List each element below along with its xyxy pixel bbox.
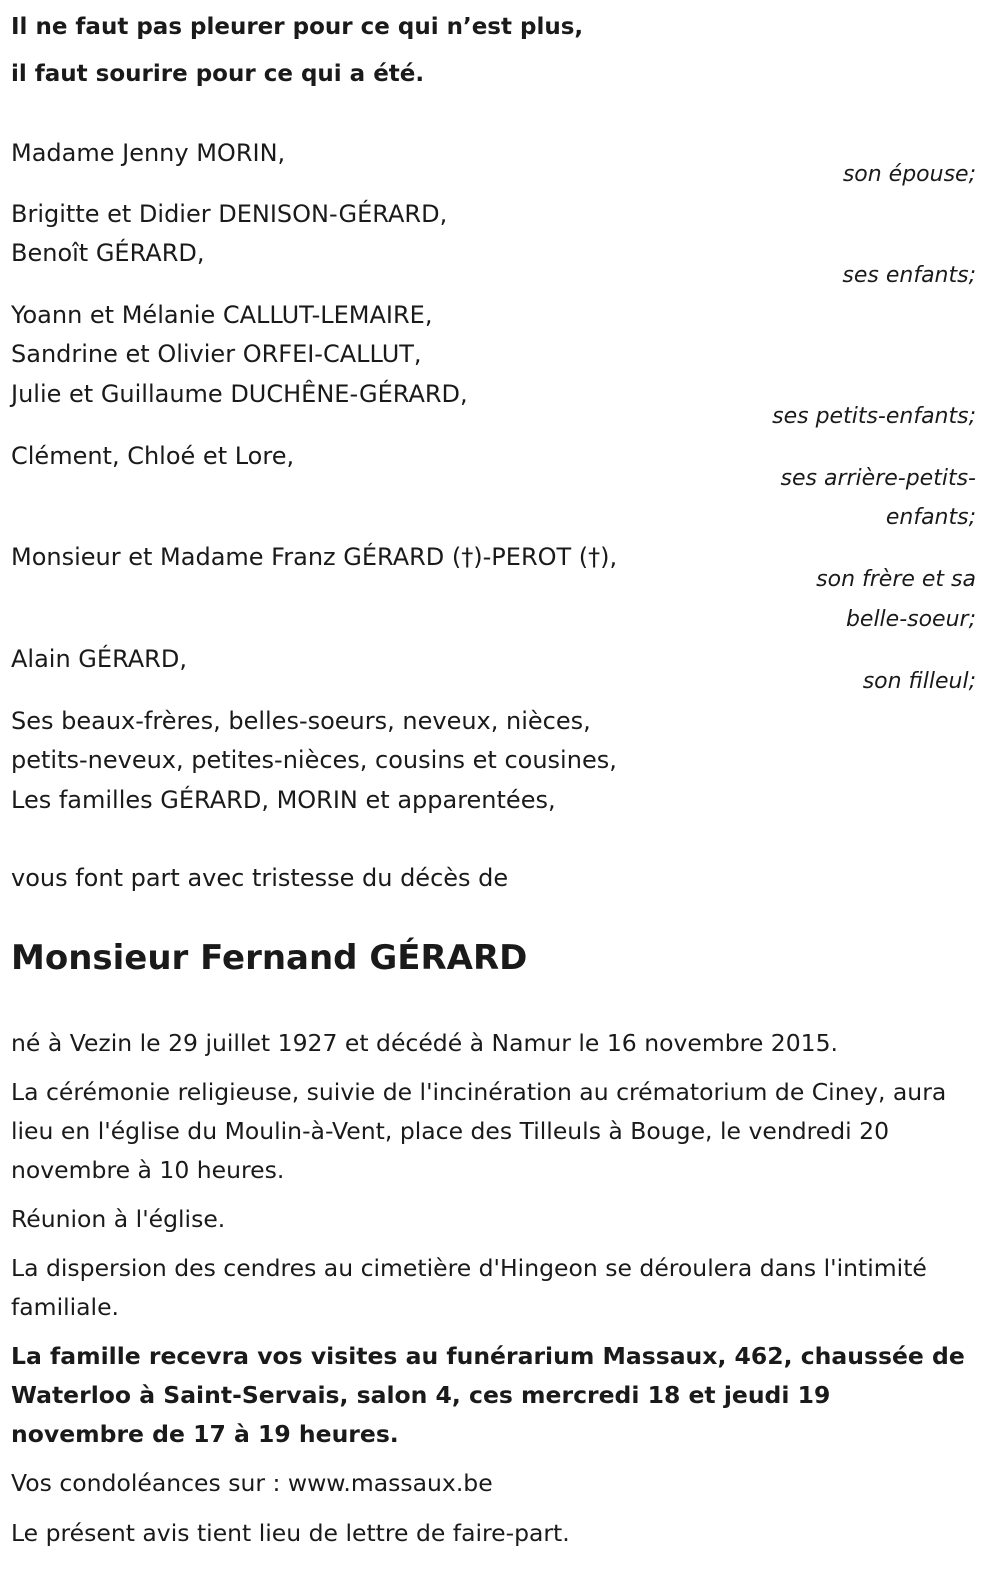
announcement: vous font part avec tristesse du décès de — [11, 864, 509, 892]
quote-line-2: il faut sourire pour ce qui a été. — [11, 61, 425, 87]
visits: La famille recevra vos visites au funérarium Massaux, 462, chaussée de Waterloo à Saint-Servais, salon 4, ces mercredi 18 et jeudi 19 novembre de 17 à 19 heures. — [11, 1342, 965, 1448]
others-line-1: Ses beaux-frères, belles-soeurs, neveux, nièces, — [11, 707, 591, 735]
sibling-role-line-2: belle-soeur; — [845, 607, 976, 632]
dispersion: La dispersion des cendres au cimetière d'Hingeon se déroulera dans l'intimité familiale. — [11, 1254, 927, 1321]
notice: Le présent avis tient lieu de lettre de faire-part. — [11, 1519, 570, 1547]
condolences: Vos condoléances sur : www.massaux.be — [11, 1469, 493, 1497]
children-role: ses enfants; — [842, 263, 976, 288]
grandchild-3: Julie et Guillaume DUCHÊNE-GÉRARD, — [11, 380, 468, 408]
deceased-name: Monsieur Fernand GÉRARD — [11, 938, 528, 978]
godson: Alain GÉRARD, — [11, 645, 187, 673]
child-2: Benoît GÉRARD, — [11, 239, 205, 267]
grandchild-1: Yoann et Mélanie CALLUT-LEMAIRE, — [11, 301, 433, 329]
grandchild-2: Sandrine et Olivier ORFEI-CALLUT, — [11, 340, 422, 368]
child-1: Brigitte et Didier DENISON-GÉRARD, — [11, 200, 448, 228]
others-line-3: Les familles GÉRARD, MORIN et apparentées, — [11, 786, 556, 814]
spouse-name: Madame Jenny MORIN, — [11, 139, 286, 167]
godson-role: son filleul; — [862, 669, 976, 694]
ceremony: La cérémonie religieuse, suivie de l'incinération au crématorium de Ciney, aura lieu en l'église du Moulin-à-Vent, place des Tilleuls à Bouge, le vendredi 20 novembre à 10 heures. — [11, 1078, 947, 1184]
great-grandchildren: Clément, Chloé et Lore, — [11, 442, 295, 470]
sibling-role-line-1: son frère et sa — [816, 567, 976, 592]
birth-death: né à Vezin le 29 juillet 1927 et décédé à Namur le 16 novembre 2015. — [11, 1029, 839, 1057]
spouse-role: son épouse; — [842, 162, 976, 187]
great-grandchildren-role-line-1: ses arrière-petits- — [780, 466, 976, 491]
great-grandchildren-role-line-2: enfants; — [885, 505, 976, 530]
others-line-2: petits-neveux, petites-nièces, cousins et cousines, — [11, 746, 617, 774]
quote-line-1: Il ne faut pas pleurer pour ce qui n’est plus, — [11, 14, 584, 40]
grandchildren-role: ses petits-enfants; — [772, 404, 976, 429]
sibling: Monsieur et Madame Franz GÉRARD (†)-PEROT (†), — [11, 543, 618, 571]
reunion: Réunion à l'église. — [11, 1205, 226, 1233]
